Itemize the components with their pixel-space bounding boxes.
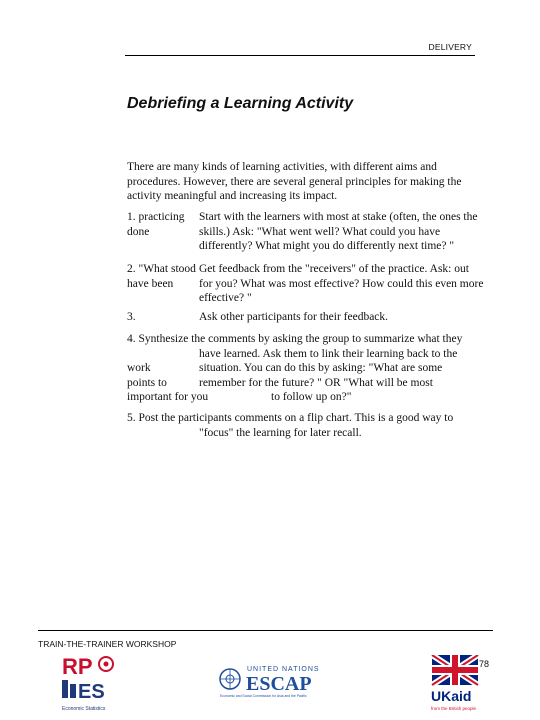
escap-logo xyxy=(219,663,325,699)
step-4-line-5-right: to follow up on?" xyxy=(271,391,352,403)
step-4-line-3-right: situation. You can do this by asking: "What are some xyxy=(199,362,443,374)
escap-logo-top-text: UNITED NATIONS xyxy=(247,666,320,673)
item-2-number: 2. "What stood have been xyxy=(127,263,196,290)
step-4-line-2: have learned. Ask them to link their learning back to the xyxy=(199,347,458,360)
ukaid-logo xyxy=(430,655,480,713)
step-4-line-3-left: work xyxy=(127,362,151,374)
ukaid-logo-caption: from the British people xyxy=(431,706,477,711)
page-title: Debriefing a Learning Activity xyxy=(127,95,354,112)
section-label: DELIVERY xyxy=(428,42,472,52)
escap-logo-main-text: ESCAP xyxy=(246,673,312,695)
step-5-line-2: "focus" the learning for later recall. xyxy=(199,426,362,439)
step-4-line-1: 4. Synthesize the comments by asking the group to summarize what they xyxy=(127,333,463,345)
rpes-logo-caption: Economic Statistics xyxy=(62,706,106,712)
page-number: 78 xyxy=(479,659,490,669)
ukaid-logo-main-text: UKaid xyxy=(431,688,472,704)
item-2-text: Get feedback from the "receivers" of the practice. Ask: out for you? What was most effective? How could this even more effective? " xyxy=(199,263,484,304)
item-1-number: 1. practicing done xyxy=(127,211,185,238)
item-3-number: 3. xyxy=(127,311,136,323)
step-4-line-4-right: remember for the future? " OR "What will be most xyxy=(199,376,433,389)
rpes-logo-bottom-text: ES xyxy=(78,681,105,703)
step-4-line-4-left: points to xyxy=(127,376,167,389)
header-rule xyxy=(125,55,475,56)
step-4-paragraph xyxy=(127,332,484,405)
step-4-line-5-left: important for you xyxy=(127,391,209,403)
step-5-line-1: 5. Post the participants comments on a flip chart. This is a good way to xyxy=(127,412,454,424)
workshop-label: TRAIN-THE-TRAINER WORKSHOP xyxy=(38,639,177,649)
rpes-logo xyxy=(60,652,120,714)
item-3-text: Ask other participants for their feedback. xyxy=(199,311,389,323)
item-1-text: Start with the learners with most at stake (often, the ones the skills.) Ask: "What went well? What could you have differently? What might you do differently next time? " xyxy=(199,211,478,252)
escap-logo-caption: Economic and Social Commission for Asia and the Pacific xyxy=(220,694,307,698)
step-5-paragraph xyxy=(127,411,484,440)
footer-rule xyxy=(38,630,493,631)
intro-paragraph: There are many kinds of learning activities, with different aims and procedures. However, there are several general principles for making the activity meaningful and increasing its impact. xyxy=(127,161,462,202)
rpes-logo-top-text: RP xyxy=(62,654,93,679)
